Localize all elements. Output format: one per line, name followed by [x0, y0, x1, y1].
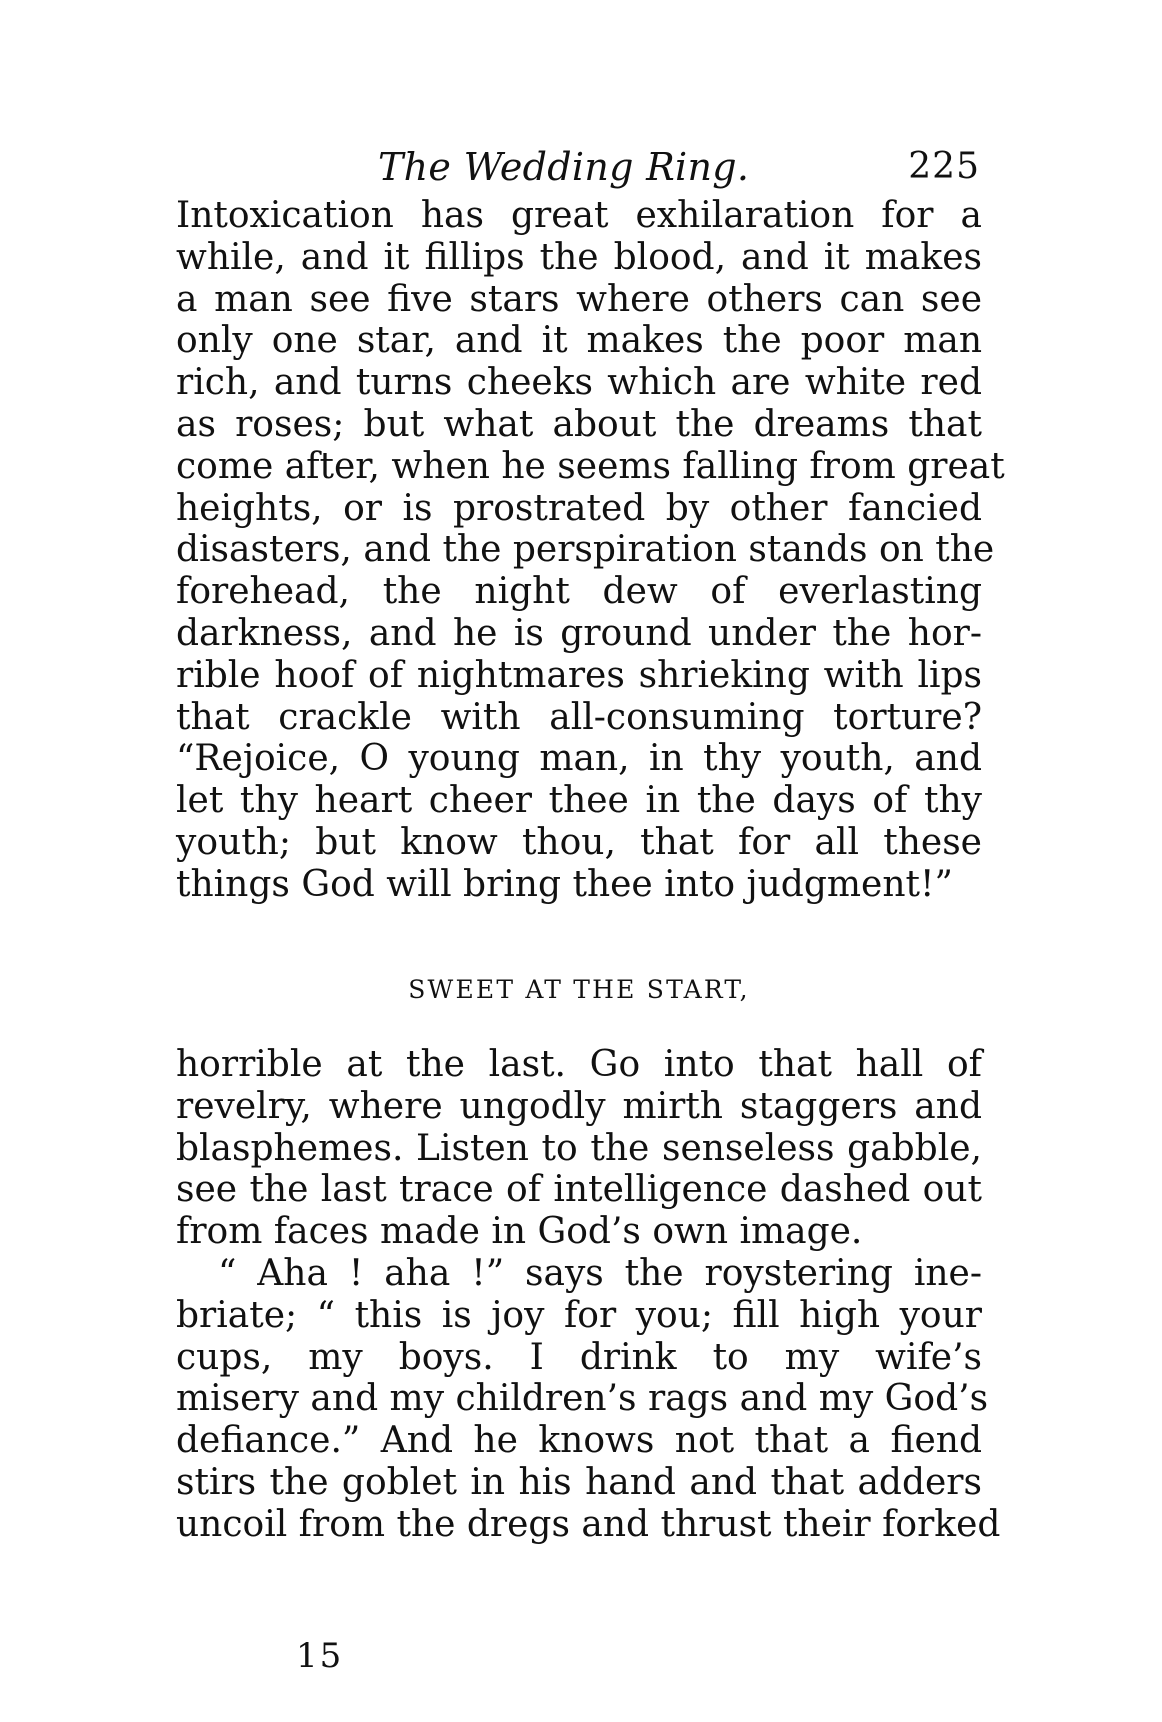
- text-line: come after, when he seems falling from great: [176, 445, 1005, 487]
- signature-mark: 15: [296, 1636, 344, 1676]
- text-line: cups, my boys. I drink to my wife’s: [176, 1336, 982, 1378]
- text-line: misery and my children’s rags and my God’s: [176, 1378, 989, 1420]
- text-line: rich, and turns cheeks which are white red: [176, 362, 982, 404]
- page-number: 225: [908, 146, 980, 187]
- text-line: that crackle with all-consuming torture?: [176, 696, 982, 738]
- text-line: disasters, and the perspiration stands on the: [176, 529, 995, 571]
- text-line: forehead, the night dew of everlasting: [176, 571, 982, 613]
- running-title: The Wedding Ring.: [378, 145, 750, 189]
- text-line: while, and it fillips the blood, and it makes: [176, 236, 982, 278]
- text-line: only one star, and it makes the poor man: [176, 320, 982, 362]
- text-line: blasphemes. Listen to the senseless gabble,: [176, 1127, 982, 1169]
- text-line: things God will bring thee into judgment!”: [176, 863, 953, 905]
- text-line: uncoil from the dregs and thrust their forked: [176, 1503, 1001, 1545]
- paragraph-intoxication: [176, 195, 1005, 906]
- text-line: defiance.” And he knows not that a fiend: [176, 1420, 982, 1462]
- paragraph-inebriate: [176, 1253, 1001, 1546]
- text-line: rible hoof of nightmares shrieking with lips: [176, 654, 982, 696]
- text-line: darkness, and he is ground under the hor-: [176, 612, 982, 654]
- text-line: a man see five stars where others can see: [176, 278, 982, 320]
- text-line: youth; but know thou, that for all these: [176, 821, 982, 863]
- text-line: heights, or is prostrated by other fancied: [176, 487, 982, 529]
- text-line: horrible at the last. Go into that hall of: [176, 1044, 982, 1085]
- text-line: revelry, where ungodly mirth staggers and: [176, 1085, 982, 1127]
- paragraph-revelry: [176, 1044, 982, 1253]
- text-line: let thy heart cheer thee in the days of thy: [176, 780, 982, 822]
- section-heading: SWEET AT THE START,: [408, 975, 750, 1004]
- running-head: [176, 142, 980, 192]
- text-line: from faces made in God’s own image.: [176, 1211, 863, 1253]
- text-line: as roses; but what about the dreams that: [176, 403, 982, 445]
- text-line: briate; “ this is joy for you; fill high your: [176, 1294, 982, 1336]
- text-line: see the last trace of intelligence dashed out: [176, 1169, 982, 1211]
- text-line: stirs the goblet in his hand and that adders: [176, 1461, 982, 1503]
- text-line: “ Aha ! aha !” says the roystering ine-: [218, 1253, 982, 1294]
- text-line: Intoxication has great exhilaration for a: [176, 195, 982, 236]
- text-line: “Rejoice, O young man, in thy youth, and: [176, 738, 982, 780]
